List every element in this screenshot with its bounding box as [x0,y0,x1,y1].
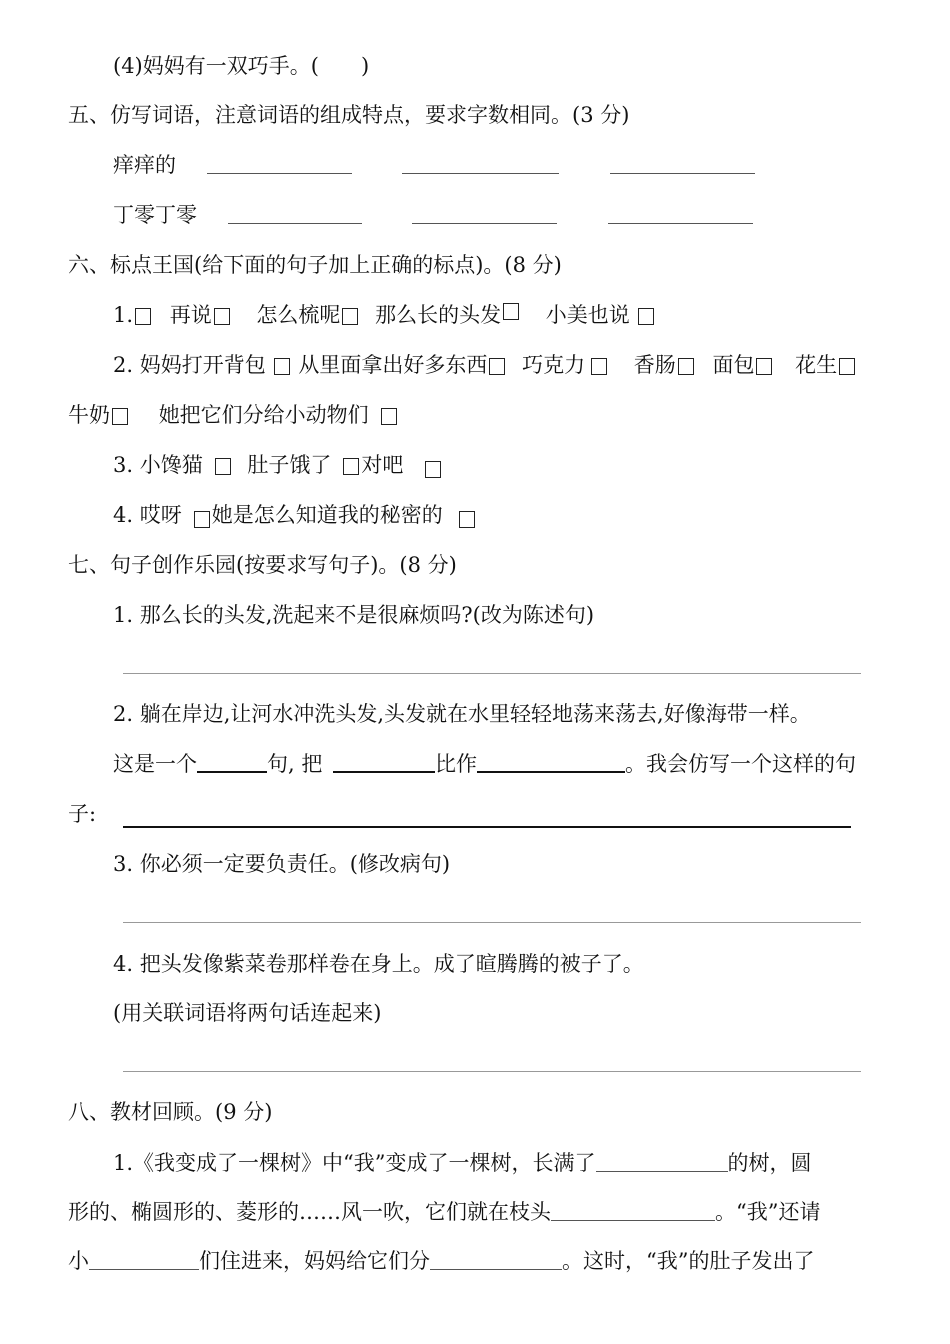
punctuation-box[interactable] [638,308,654,325]
section-7-title: 七、句子创作乐园(按要求写句子)。(8 分) [68,553,457,577]
answer-blank[interactable] [551,1220,715,1221]
text: 那么长的头发 [375,303,502,327]
sec7-q2b [113,750,856,778]
sec7-q4: 4. 把头发像紫菜卷那样卷在身上。成了暄腾腾的被子了。 [113,952,644,976]
answer-blank[interactable] [89,1269,199,1270]
text: 她把它们分给小动物们 [158,403,369,427]
answer-blank[interactable] [596,1171,728,1172]
text: 句, 把 [267,752,323,776]
text: 1.《我变成了一棵树》中“我”变成了一棵树，长满了 [113,1151,596,1175]
sec8-line3 [68,1247,814,1275]
section-6-title: 六、标点王国(给下面的句子加上正确的标点)。(8 分) [68,253,562,277]
answer-blank[interactable] [610,173,755,174]
text: 。这时，“我”的肚子发出了 [562,1249,815,1273]
sec8-line2 [68,1198,820,1226]
text: 的树，圆 [727,1151,812,1175]
text: 再说 [169,303,212,327]
answer-blank[interactable] [207,173,352,174]
text: 她是怎么知道我的秘密的 [211,503,443,527]
text: 这是一个 [113,752,197,776]
sec8-line1 [113,1149,812,1177]
text: 肚子饿了 [247,453,332,477]
sec5-row2 [113,201,753,229]
text: 4. 哎呀 [113,503,182,527]
sec7-q2c: 子: [68,802,97,826]
sec6-s3 [113,451,443,479]
sec7-q4b: (用关联词语将两句话连起来) [113,1001,382,1025]
punctuation-box[interactable] [215,458,231,475]
sec6-s4 [113,501,477,529]
text: 小美也说 [545,303,630,327]
punctuation-box[interactable] [678,358,694,375]
sec5-row1-word: 痒痒的 [113,153,176,177]
answer-line[interactable] [123,826,851,828]
sec6-s2 [113,351,857,379]
sec5-row2-word: 丁零丁零 [113,203,197,227]
punctuation-box[interactable] [194,511,210,528]
text: 小 [68,1249,89,1273]
sec7-q3: 3. 你必须一定要负责任。(修改病句) [113,852,451,876]
punctuation-box[interactable] [343,458,359,475]
answer-blank[interactable] [412,223,557,224]
sec7-q1: 1. 那么长的头发,洗起来不是很麻烦吗?(改为陈述句) [113,603,595,627]
punctuation-box[interactable] [503,303,519,320]
text: 巧克力 [522,353,586,377]
text: 形的、椭圆形的、菱形的……风一吹，它们就在枝头 [68,1200,551,1224]
punctuation-box[interactable] [591,358,607,375]
answer-blank[interactable] [402,173,559,174]
answer-line[interactable] [123,673,861,674]
text: 怎么梳呢 [256,303,341,327]
punctuation-box[interactable] [489,358,505,375]
text: 2. 妈妈打开背包 [113,353,266,377]
text: 面包 [712,353,755,377]
text: 3. 小馋猫 [113,453,203,477]
item-number: 1. [113,303,134,327]
punctuation-box[interactable] [425,461,441,478]
punctuation-box[interactable] [756,358,772,375]
sec7-q2: 2. 躺在岸边,让河水冲洗头发,头发就在水里轻轻地荡来荡去,好像海带一样。 [113,702,811,726]
answer-blank[interactable] [228,223,362,224]
text: 对吧 [361,453,404,477]
answer-blank[interactable] [608,223,753,224]
answer-blank[interactable] [477,771,625,773]
q4-item4: (4)妈妈有一双巧手。( ) [113,54,370,78]
punctuation-box[interactable] [459,511,475,528]
text: 们住进来，妈妈给它们分 [199,1249,430,1273]
text: 花生 [795,353,838,377]
punctuation-box[interactable] [381,408,397,425]
answer-blank[interactable] [197,771,267,773]
punctuation-box[interactable] [135,308,151,325]
text: 比作 [435,752,478,776]
answer-line[interactable] [123,1071,861,1072]
answer-line[interactable] [123,922,861,923]
text: 香肠 [633,353,676,377]
text: 。“我”还请 [715,1200,821,1224]
punctuation-box[interactable] [274,358,290,375]
sec6-s1 [113,301,656,329]
punctuation-box[interactable] [214,308,230,325]
punctuation-box[interactable] [342,308,358,325]
sec6-s2b [68,401,399,429]
text: 。我会仿写一个这样的句 [625,752,857,776]
punctuation-box[interactable] [839,358,855,375]
section-5-title: 五、仿写词语，注意词语的组成特点，要求字数相同。(3 分) [68,103,630,127]
sec5-row1 [113,151,755,179]
section-8-title: 八、教材回顾。(9 分) [68,1100,273,1124]
punctuation-box[interactable] [112,408,128,425]
text: 牛奶 [68,403,110,427]
answer-blank[interactable] [430,1269,562,1270]
answer-blank[interactable] [333,771,435,773]
text: 从里面拿出好多东西 [298,353,488,377]
